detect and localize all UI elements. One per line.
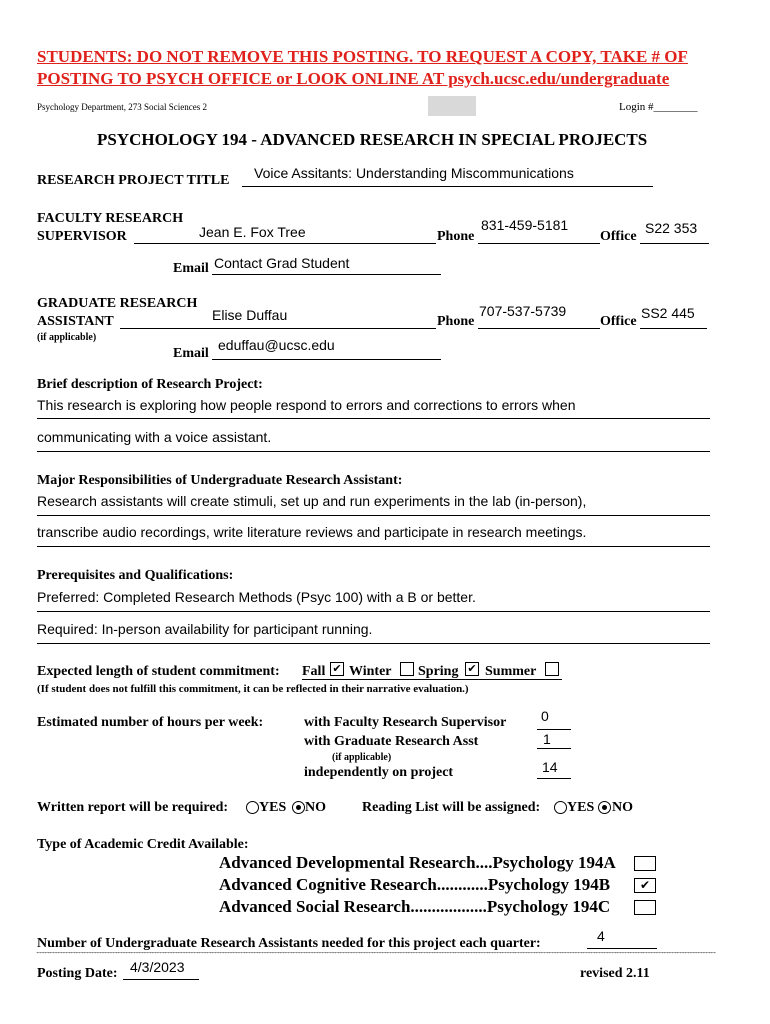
graduate-email-field[interactable]: eduffau@ucsc.edu: [218, 337, 335, 353]
hours-grad-field[interactable]: 1: [543, 731, 551, 747]
graduate-email-label: Email: [173, 346, 209, 361]
commitment-label: Expected length of student commitment:: [37, 664, 280, 679]
credit-option-194b: Advanced Cognitive Research............Psychology 194B: [219, 875, 611, 894]
faculty-phone-label: Phone: [437, 229, 475, 244]
description-line-2[interactable]: communicating with a voice assistant.: [37, 429, 272, 445]
project-title-label: RESEARCH PROJECT TITLE: [37, 173, 230, 188]
faculty-label-1: FACULTY RESEARCH: [37, 211, 184, 226]
graduate-name-field[interactable]: Elise Duffau: [212, 307, 288, 323]
graduate-office-field[interactable]: SS2 445: [641, 305, 695, 321]
credit-194b-checkbox[interactable]: ✔: [634, 878, 656, 893]
credit-option-194c: Advanced Social Research..................Psychology 194C: [219, 897, 611, 916]
credit-option-194a: Advanced Developmental Research....Psychology 194A: [219, 853, 616, 872]
hours-if-applicable: (if applicable): [332, 752, 392, 763]
faculty-office-field[interactable]: S22 353: [645, 220, 698, 236]
form-title: PSYCHOLOGY 194 - ADVANCED RESEARCH IN SPECIAL PROJECTS: [97, 130, 648, 149]
faculty-email-label: Email: [173, 261, 209, 276]
responsibilities-line-1[interactable]: Research assistants will create stimuli, set up and run experiments in the lab (in-person),: [37, 493, 587, 509]
faculty-email-field[interactable]: Contact Grad Student: [214, 255, 350, 271]
prerequisites-line-1[interactable]: Preferred: Completed Research Methods (Psyc 100) with a B or better.: [37, 589, 476, 605]
posting-date-field[interactable]: 4/3/2023: [130, 959, 185, 975]
report-yes-radio[interactable]: [246, 801, 259, 814]
graduate-label-1: GRADUATE RESEARCH: [37, 296, 198, 311]
reading-yes-radio[interactable]: [554, 801, 567, 814]
report-no-radio[interactable]: [292, 801, 305, 814]
report-label: Written report will be required:: [37, 800, 229, 815]
description-label: Brief description of Research Project:: [37, 377, 263, 392]
reading-label: Reading List will be assigned:: [362, 800, 541, 815]
hours-faculty-label: with Faculty Research Supervisor: [304, 715, 507, 730]
faculty-label-2: SUPERVISOR: [37, 229, 127, 244]
assistants-label: Number of Undergraduate Research Assistants needed for this project each quarter:: [37, 936, 541, 951]
hours-independent-field[interactable]: 14: [542, 759, 558, 775]
winter-label: Winter: [349, 664, 392, 679]
notice-line-1: STUDENTS: DO NOT REMOVE THIS POSTING. TO REQUEST A COPY, TAKE # OF: [37, 47, 688, 66]
notice-line-2: POSTING TO PSYCH OFFICE or LOOK ONLINE AT psych.ucsc.edu/undergraduate: [37, 69, 670, 88]
spring-label: Spring: [418, 664, 459, 679]
reading-no-label: NO: [612, 800, 633, 815]
department-line: Psychology Department, 273 Social Sciences 2: [37, 102, 207, 112]
faculty-office-label: Office: [600, 229, 637, 244]
graduate-phone-field[interactable]: 707-537-5739: [479, 303, 567, 319]
report-no-label: NO: [305, 800, 326, 815]
commitment-note: (If student does not fulfill this commitment, it can be reflected in their narrative evaluation.): [37, 683, 469, 695]
project-title-field[interactable]: Voice Assitants: Understanding Miscommunications: [254, 165, 574, 181]
hours-grad-label: with Graduate Research Asst: [304, 734, 479, 749]
star-divider: ********************************************************************************************************************************************************************************************************************************************************************: [36, 952, 716, 956]
hours-faculty-field[interactable]: 0: [541, 708, 549, 724]
graduate-office-label: Office: [600, 314, 637, 329]
graduate-label-2: ASSISTANT: [37, 314, 114, 329]
spring-checkbox[interactable]: ✔: [465, 662, 479, 676]
description-line-1[interactable]: This research is exploring how people respond to errors and corrections to errors when: [37, 397, 576, 413]
login-box[interactable]: [428, 96, 476, 116]
hours-independent-label: independently on project: [304, 765, 454, 780]
summer-label: Summer: [485, 664, 537, 679]
responsibilities-line-2[interactable]: transcribe audio recordings, write literature reviews and participate in research meetings.: [37, 524, 587, 540]
hours-label: Estimated number of hours per week:: [37, 715, 264, 730]
graduate-phone-label: Phone: [437, 314, 475, 329]
revised-label: revised 2.11: [580, 966, 650, 981]
reading-yes-label: YES: [567, 800, 595, 815]
credit-194c-checkbox[interactable]: [634, 900, 656, 915]
winter-checkbox[interactable]: [400, 662, 414, 676]
prerequisites-line-2[interactable]: Required: In-person availability for participant running.: [37, 621, 373, 637]
prerequisites-label: Prerequisites and Qualifications:: [37, 568, 234, 583]
faculty-name-field[interactable]: Jean E. Fox Tree: [199, 224, 306, 240]
summer-checkbox[interactable]: [545, 662, 559, 676]
credit-194a-checkbox[interactable]: [634, 856, 656, 871]
fall-checkbox[interactable]: ✔: [330, 662, 344, 676]
faculty-phone-field[interactable]: 831-459-5181: [481, 217, 569, 233]
credit-label: Type of Academic Credit Available:: [37, 837, 249, 852]
responsibilities-label: Major Responsibilities of Undergraduate Research Assistant:: [37, 473, 403, 488]
login-label: Login #________: [619, 101, 698, 113]
graduate-if-applicable: (if applicable): [37, 332, 97, 343]
report-yes-label: YES: [259, 800, 287, 815]
posting-date-label: Posting Date:: [37, 966, 118, 981]
assistants-field[interactable]: 4: [597, 928, 605, 944]
fall-label: Fall: [302, 664, 326, 679]
reading-no-radio[interactable]: [598, 801, 611, 814]
